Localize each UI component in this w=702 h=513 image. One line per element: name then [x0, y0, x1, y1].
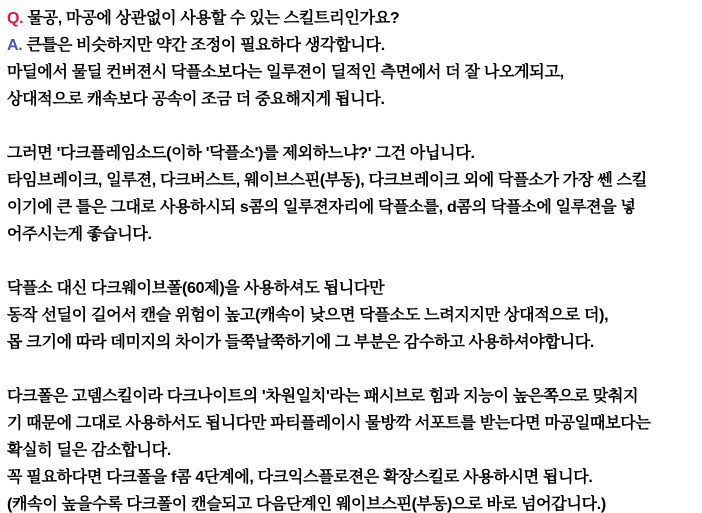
- question-prefix: Q.: [7, 10, 24, 27]
- text-line: 기 때문에 그대로 사용하서도 됩니다만 파티플레이시 물방깍 서포트를 받는다면 마공일때보다는: [7, 415, 651, 432]
- text-line: 상대적으로 캐속보다 공속이 조금 더 중요해지게 됩니다.: [7, 91, 385, 108]
- text-line: 타임브레이크, 일루젼, 다크버스트, 웨이브스핀(부동), 다크브레이크 외에 닥플소가 가장 쎈 스킬: [7, 172, 647, 189]
- text-line: 어주시는게 좋습니다.: [7, 226, 152, 243]
- text-line: 몹 크기에 따라 데미지의 차이가 들쭉날쭉하기에 그 부분은 감수하고 사용하셔야합니다.: [7, 334, 595, 351]
- question-line: [7, 5, 698, 32]
- answer-line: [7, 32, 698, 59]
- text-line: 다크폴은 고뎀스킬이라 다크나이트의 '차원일치'라는 패시브로 힘과 지능이 높은쪽으로 맞춰지: [7, 388, 639, 405]
- answer-body: [7, 59, 698, 513]
- text-line: 동작 선딜이 길어서 캔슬 위험이 높고(캐속이 낮으면 닥플소도 느려지지만 상대적으로 더),: [7, 307, 609, 324]
- text-line: 마딜에서 물딜 컨버젼시 닥플소보다는 일루젼이 딜적인 측면에서 더 잘 나오게되고,: [7, 64, 564, 81]
- text-line: 닥플소 대신 다크웨이브폴(60제)을 사용하셔도 됩니다만: [7, 280, 385, 297]
- text-line: 그러면 '다크플레임소드(이하 '닥플소')를 제외하느냐?' 그건 아닙니다.: [7, 145, 475, 162]
- blank-line: [7, 113, 698, 140]
- blank-line: [7, 248, 698, 275]
- text-line: 확실히 딜은 감소합니다.: [7, 442, 171, 459]
- text-line: 꼭 필요하다면 다크폴을 f콤 4단계에, 다크익스플로젼은 확장스킬로 사용하시면 됩니다.: [7, 469, 593, 486]
- blank-line: [7, 356, 698, 383]
- answer-prefix: A.: [7, 37, 23, 54]
- question-text: 물공, 마공에 상관없이 사용할 수 있는 스킬트리인가요?: [23, 10, 400, 27]
- answer-text: 큰틀은 비슷하지만 약간 조정이 필요하다 생각합니다.: [22, 37, 385, 54]
- text-line: 이기에 큰 틀은 그대로 사용하시되 s콤의 일루젼자리에 닥플소를, d콤의 닥플소에 일루젼을 넣: [7, 199, 636, 216]
- text-line: (캐속이 높을수록 다크폴이 캔슬되고 다음단계인 웨이브스핀(부동)으로 바로 넘어갑니다.): [7, 496, 606, 513]
